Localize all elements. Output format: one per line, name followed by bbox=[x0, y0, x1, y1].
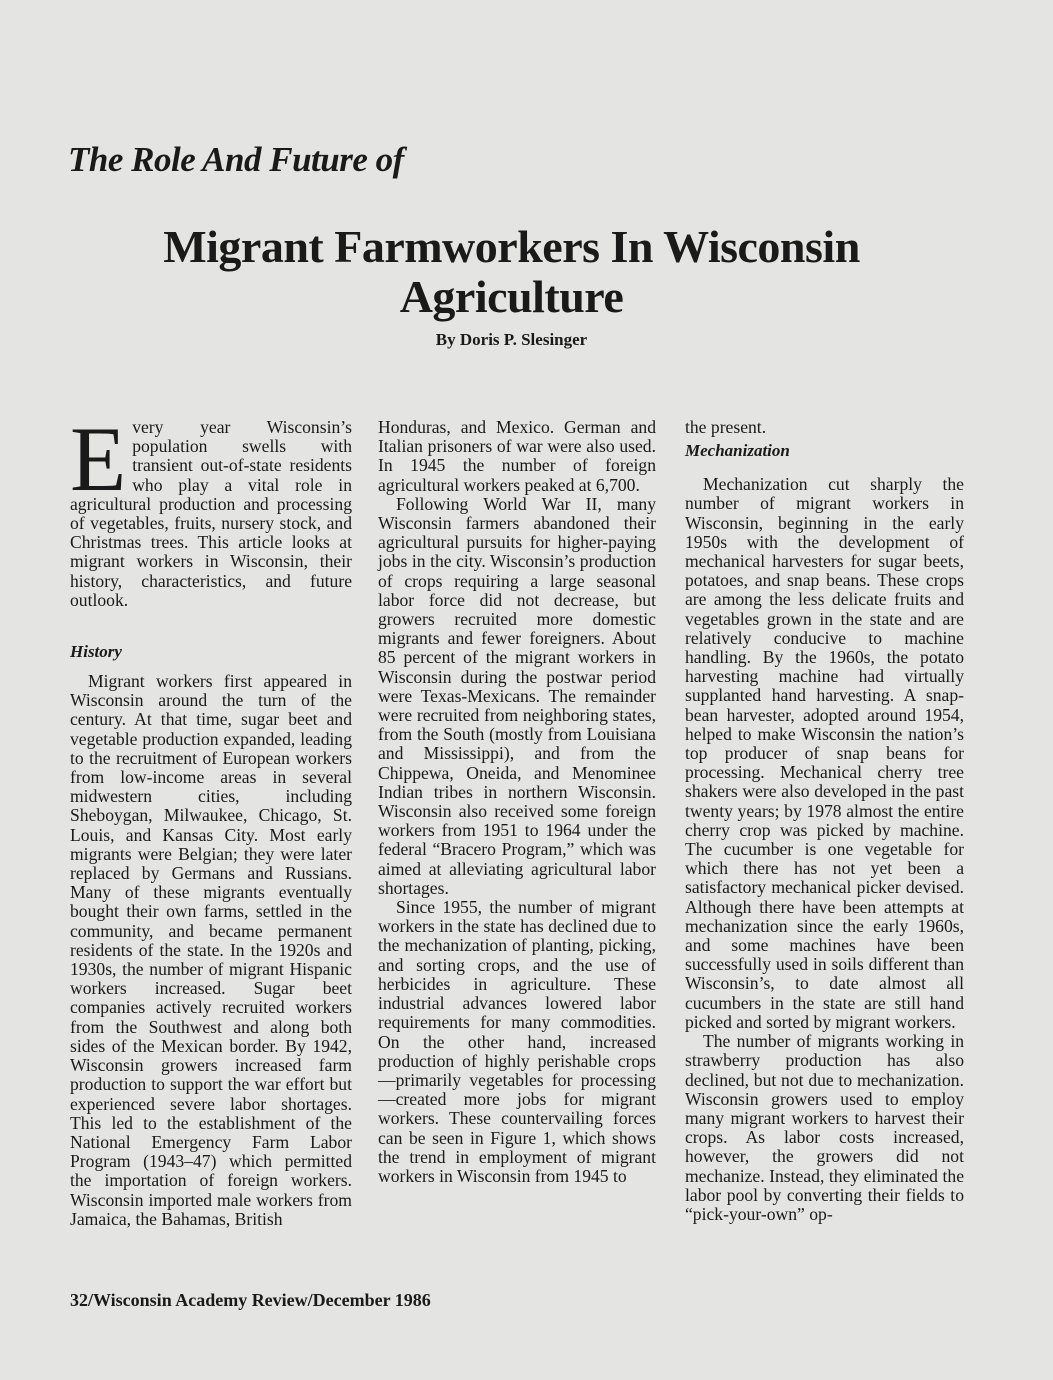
page-footer: 32/Wisconsin Academy Review/December 1986 bbox=[70, 1290, 431, 1310]
history-paragraph-3-continued: the present. bbox=[685, 417, 767, 437]
history-paragraph-3: Since 1955, the number of migrant workers in the state has declined due to the mechanization of planting, picking, and sorting crops, and the use of herbicides in agriculture. These industrial advances lowered labor requirements for many commodities. On the other hand, increased production of highly perishable crops—primarily vegetables for processing—created more jobs for migrant workers. These countervailing forces can be seen in Figure 1, which shows the trend in employment of migrant workers in Wisconsin from 1945 to bbox=[378, 897, 656, 1186]
column-1 bbox=[70, 408, 352, 1229]
history-paragraph-1: Migrant workers first appeared in Wisconsin around the turn of the century. At that time, sugar beet and vegetable production expanded, leading to the recruitment of European workers from low-income areas in several midwestern cities, including Sheboygan, Milwaukee, Chicago, St. Louis, and Kansas City. Most early migrants were Belgian; they were later replaced by Germans and Russians. Many of these migrants eventually bought their own farms, settled in the community, and became permanent residents of the state. In the 1920s and 1930s, the number of migrant Hispanic workers increased. Sugar beet companies actively recruited workers from the Southwest and along both sides of the Mexican border. By 1942, Wisconsin growers increased farm production to support the war effort but experienced severe labor shortages. This led to the establishment of the National Emergency Farm Labor Program (1943–47) which permitted the importation of foreign workers. Wisconsin imported male workers from Jamaica, the Bahamas, British bbox=[70, 671, 352, 1229]
section-heading-mechanization: Mechanization bbox=[685, 441, 790, 461]
article-kicker: The Role And Future of bbox=[68, 140, 404, 179]
mechanization-paragraph-2: The number of migrants working in strawberry production has also declined, but not due to mechanization. Wisconsin growers used to employ many migrant workers to harvest their crops. As labor costs increased, however, the growers did not mechanize. Instead, they eliminated the labor pool by converting their fields to “pick-your-own” op- bbox=[685, 1031, 964, 1224]
history-paragraph-1-continued: Honduras, and Mexico. German and Italian prisoners of war were also used. In 1945 the number of foreign agricultural workers peaked at 6,700. bbox=[378, 417, 656, 495]
column-2 bbox=[378, 418, 656, 1186]
byline: By Doris P. Slesinger bbox=[435, 330, 588, 349]
intro-text: very year Wisconsin’s population swells with transient out-of-state residents who play a vital role in agricultural production and processing of vegetables, fruits, nursery stock, and Christmas trees. This article looks at migrant workers in Wisconsin, their history, characteristics, and future outlook. bbox=[70, 417, 352, 610]
intro-paragraph bbox=[70, 408, 352, 610]
column-3 bbox=[685, 418, 964, 1224]
history-paragraph-2: Following World War II, many Wisconsin farmers abandoned their agricultural pursuits for higher-paying jobs in the city. Wisconsin’s production of crops requiring a large seasonal labor force did not decrease, but growers recruited more domestic migrants and fewer foreigners. About 85 percent of the migrant workers in Wisconsin during the postwar period were Texas-Mexicans. The remainder were recruited from neighboring states, from the South (mostly from Louisiana and Mississippi), and from the Chippewa, Oneida, and Menominee Indian tribes in northern Wisconsin. Wisconsin also received some foreign workers from 1951 to 1964 under the federal “Bracero Program,” which was aimed at alleviating agricultural labor shortages. bbox=[378, 493, 656, 898]
mechanization-paragraph-1: Mechanization cut sharply the number of migrant workers in Wisconsin, beginning in the early 1950s with the development of mechanical harvesters for sugar beets, potatoes, and snap beans. These crops are among the less delicate fruits and vegetables grown in the state and are relatively conducive to machine handling. By the 1960s, the potato harvesting machine had virtually supplanted hand harvesting. A snap-bean harvester, adopted around 1954, helped to make Wisconsin the nation’s top producer of snap beans for processing. Mechanical cherry tree shakers were also developed in the past twenty years; by 1978 almost the entire cherry crop was picked by machine. The cucumber is one vegetable for which there has not yet been a satisfactory mechanical picker devised. Although there have been attempts at mechanization since the early 1960s, and some machines have been successfully used in soils different than Wisconsin’s, to date almost all cucumbers in the state are still hand picked and sorted by migrant workers. bbox=[685, 474, 964, 1032]
article-title bbox=[0, 222, 1023, 322]
drop-cap: E bbox=[70, 408, 127, 510]
title-line-1: Migrant Farmworkers In Wisconsin bbox=[163, 221, 860, 272]
section-heading-history: History bbox=[70, 642, 122, 662]
title-line-2: Agriculture bbox=[399, 271, 624, 322]
